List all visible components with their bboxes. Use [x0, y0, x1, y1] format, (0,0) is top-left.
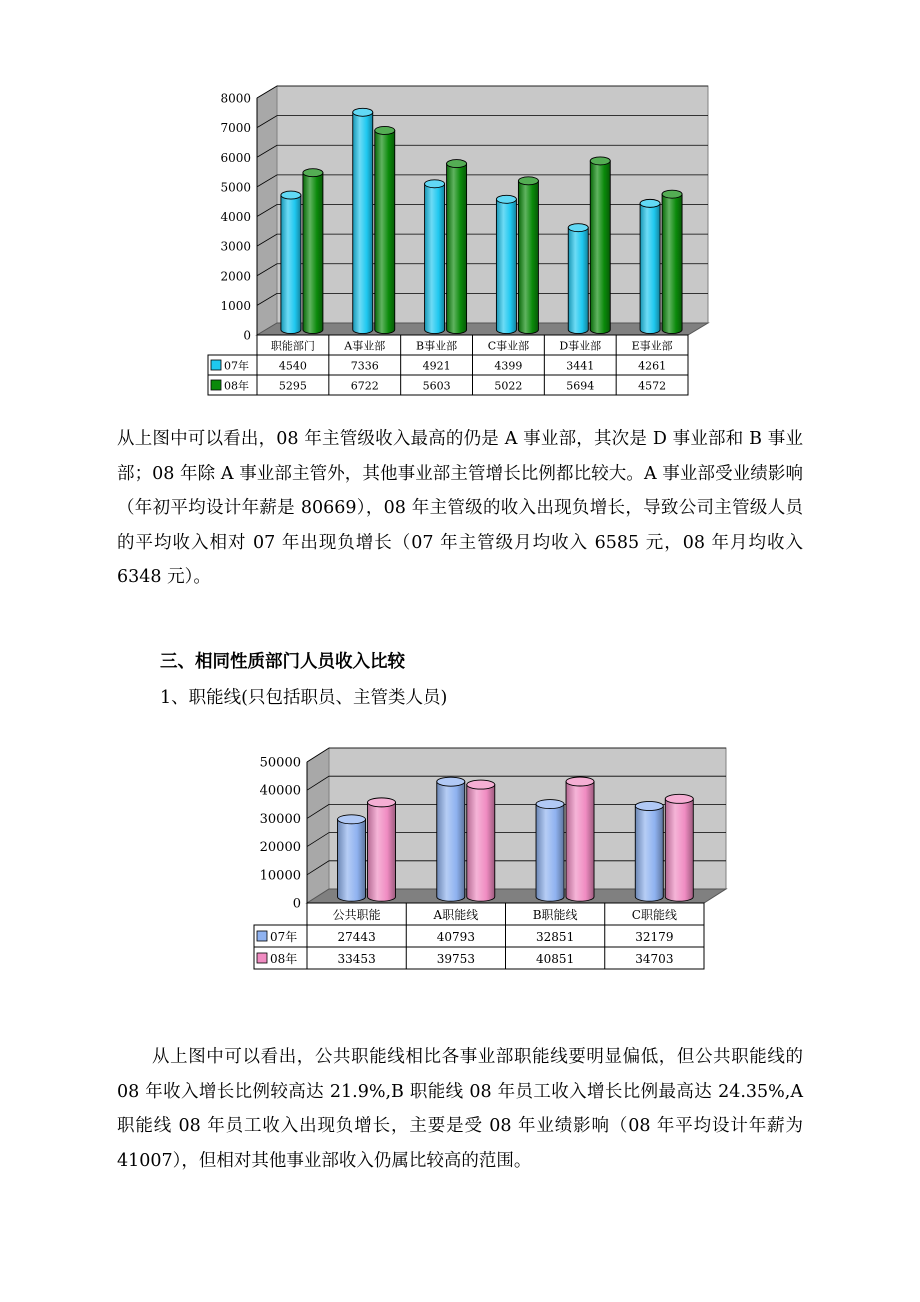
bar-top — [375, 126, 395, 134]
legend-swatch — [257, 953, 267, 963]
section-heading-3: 三、相同性质部门人员收入比较 — [160, 652, 405, 672]
y-tick-label: 0 — [292, 896, 301, 912]
bar-top — [303, 169, 323, 177]
data-value-label: 27443 — [337, 929, 376, 944]
bar-top — [338, 815, 366, 824]
bar-cylinder — [447, 164, 467, 334]
bar-top — [496, 195, 516, 203]
category-label: B职能线 — [532, 907, 578, 922]
function-line-income-chart — [0, 735, 920, 975]
category-label: C事业部 — [487, 339, 530, 353]
bar-top — [437, 777, 465, 786]
paragraph-analysis-supervisor: 从上图中可以看出，08 年主管级收入最高的仍是 A 事业部，其次是 D 事业部和 B 事业部；08 年除 A 事业部主管外，其他事业部主管增长比例都比较大。A 事业部受业绩影响（年初平均设计年薪是 80669），08 年主管级的收入出现负增长，导致公司主管级人员的平均收入相对 07 年出现负增长（07 年主管级月均收入 6585 元，08 年月均收入 6348 元）。 — [117, 429, 803, 587]
y-tick-label: 4000 — [220, 210, 251, 224]
y-tick-label: 30000 — [259, 811, 301, 827]
y-tick-label: 50000 — [259, 755, 301, 771]
bar-cylinder — [590, 161, 610, 334]
y-tick-label: 2000 — [220, 269, 251, 284]
bar-cylinder — [425, 184, 445, 334]
category-label: C职能线 — [631, 907, 677, 922]
data-value-label: 5022 — [494, 379, 523, 393]
y-tick-label: 3000 — [220, 239, 251, 254]
bar-cylinder — [640, 203, 660, 333]
data-value-label: 40851 — [536, 951, 575, 966]
side-wall — [307, 748, 329, 903]
data-value-label: 5295 — [278, 379, 307, 393]
bar-cylinder — [635, 806, 663, 901]
legend-label: 08年 — [224, 379, 249, 393]
bar-top — [353, 108, 373, 116]
bar-cylinder — [281, 195, 301, 333]
bar-top — [640, 199, 660, 207]
bar-top — [425, 180, 445, 188]
data-value-label: 4540 — [278, 359, 307, 373]
bar-top — [635, 801, 663, 810]
bar-top — [281, 191, 301, 199]
bar-cylinder — [303, 173, 323, 334]
category-label: A事业部 — [344, 339, 386, 353]
bar-cylinder — [665, 799, 693, 901]
y-tick-label: 8000 — [220, 91, 251, 106]
data-value-label: 32179 — [635, 929, 674, 944]
bar-top — [368, 798, 396, 807]
legend-label: 07年 — [270, 929, 298, 944]
data-value-label: 6722 — [350, 379, 379, 393]
y-tick-label: 0 — [243, 328, 251, 343]
bar-cylinder — [338, 819, 366, 901]
legend-swatch — [257, 931, 267, 941]
data-value-label: 33453 — [337, 951, 376, 966]
bar-cylinder — [568, 228, 588, 334]
data-value-label: 4921 — [422, 359, 451, 373]
subsection-heading-1: 1、职能线(只包括职员、主管类人员) — [160, 688, 448, 708]
bar-top — [662, 190, 682, 198]
bar-top — [467, 780, 495, 789]
y-tick-label: 6000 — [220, 150, 251, 165]
category-label: 职能部门 — [270, 339, 315, 353]
data-value-label: 4399 — [494, 359, 523, 373]
bar-cylinder — [375, 130, 395, 333]
y-tick-label: 1000 — [220, 298, 251, 313]
data-value-label: 32851 — [536, 929, 575, 944]
category-label: 公共职能 — [332, 907, 381, 922]
category-label: D事业部 — [559, 339, 602, 353]
y-tick-label: 5000 — [220, 180, 251, 195]
bar-top — [665, 794, 693, 803]
bar-top — [568, 224, 588, 232]
data-value-label: 40793 — [436, 929, 475, 944]
category-label: B事业部 — [416, 339, 458, 353]
y-tick-label: 20000 — [259, 840, 301, 856]
data-value-label: 3441 — [566, 359, 595, 373]
y-tick-label: 40000 — [259, 783, 301, 799]
bar-cylinder — [368, 802, 396, 901]
category-label: E事业部 — [631, 339, 673, 353]
category-label: A职能线 — [433, 907, 479, 922]
data-value-label: 7336 — [350, 359, 379, 373]
bar-cylinder — [536, 804, 564, 901]
data-value-label: 4261 — [638, 359, 667, 373]
bar-top — [518, 177, 538, 185]
data-value-label: 4572 — [638, 379, 667, 393]
y-tick-label: 10000 — [259, 868, 301, 884]
data-value-label: 39753 — [436, 951, 475, 966]
legend-label: 08年 — [270, 951, 298, 966]
y-tick-label: 7000 — [220, 121, 251, 136]
legend-label: 07年 — [224, 359, 249, 373]
legend-swatch — [211, 380, 221, 390]
data-value-label: 34703 — [635, 951, 674, 966]
legend-swatch — [211, 360, 221, 370]
bar-cylinder — [467, 785, 495, 902]
bar-cylinder — [353, 112, 373, 333]
bar-cylinder — [496, 199, 516, 333]
bar-cylinder — [662, 194, 682, 333]
supervisor-income-chart — [0, 0, 920, 400]
paragraph-analysis-function-line: 从上图中可以看出，公共职能线相比各事业部职能线要明显偏低，但公共职能线的 08 年收入增长比例较高达 21.9%,B 职能线 08 年员工收入增长比例最高达 24.35%,A 职能线 08 年员工收入出现负增长，主要是受 08 年业绩影响（08 年平均设计年薪为 41007），但相对其他事业部收入仍属比较高的范围。 — [117, 1047, 803, 1171]
bar-top — [590, 157, 610, 165]
bar-cylinder — [518, 181, 538, 334]
bar-top — [566, 777, 594, 786]
bar-cylinder — [566, 782, 594, 902]
bar-top — [447, 160, 467, 168]
data-value-label: 5603 — [422, 379, 451, 393]
bar-top — [536, 800, 564, 809]
data-value-label: 5694 — [566, 379, 595, 393]
bar-cylinder — [437, 782, 465, 902]
